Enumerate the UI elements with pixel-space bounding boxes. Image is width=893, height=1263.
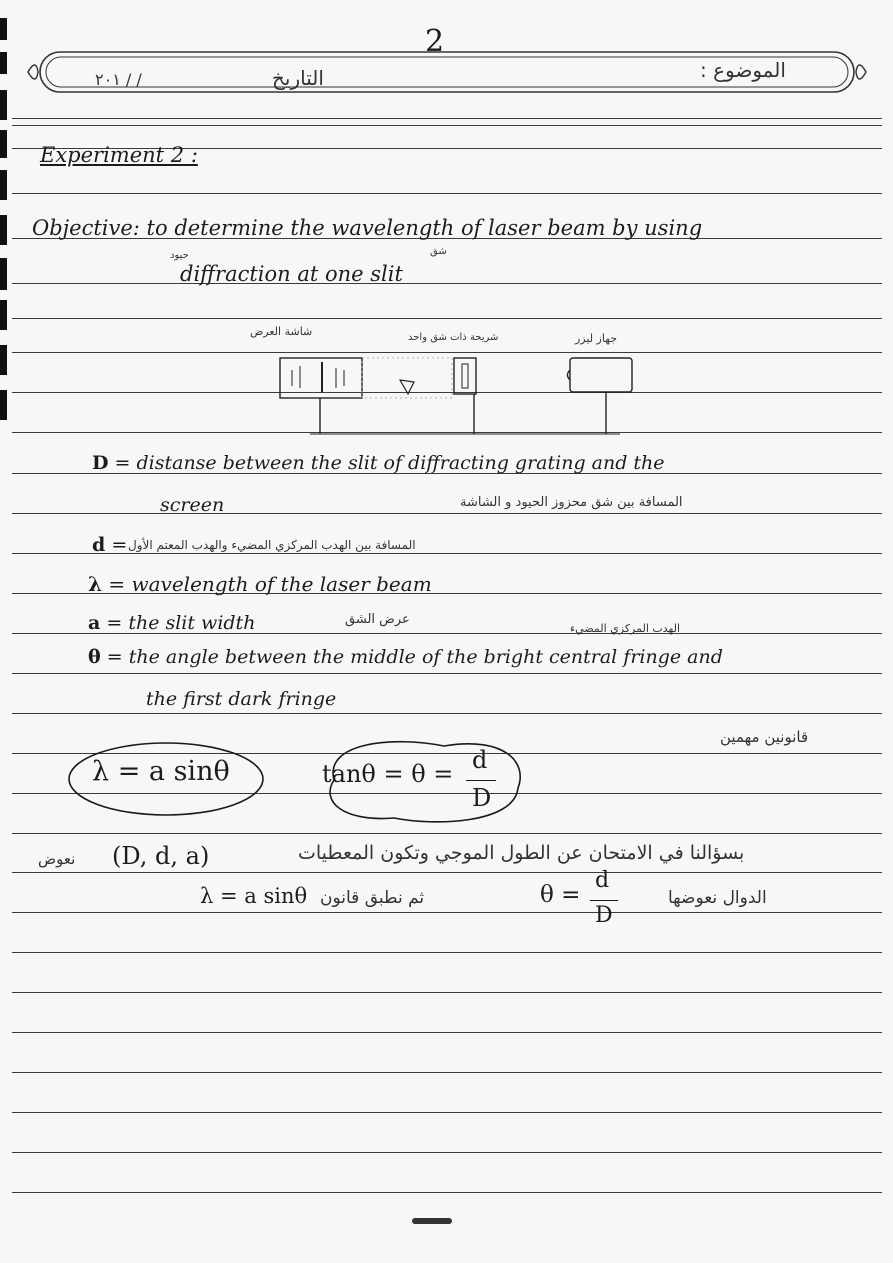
def-theta-note: الهدب المركزي المضيء: [570, 622, 680, 635]
objective-note-1: حيود: [170, 250, 189, 261]
formula-1: λ = a sinθ: [92, 756, 230, 787]
ruled-line: [12, 513, 882, 514]
binding-mark: [0, 130, 7, 158]
def-symbol: d: [92, 534, 106, 556]
objective-line-2: diffraction at one slit: [180, 262, 403, 286]
question-line1-arabic: بسؤالنا في الامتحان عن الطول الموجي وتكون المعطيات: [298, 842, 745, 864]
question-line2-arabic-right: الدوال نعوضها: [668, 888, 767, 908]
binding-mark: [0, 90, 7, 120]
laws-label: قانونين مهمين: [720, 728, 809, 746]
ruled-line: [12, 1152, 882, 1153]
def-symbol: θ: [88, 646, 101, 668]
def-theta-line1: [88, 646, 723, 668]
binding-mark: [0, 390, 7, 420]
def-lambda-line: [88, 572, 432, 596]
ruled-line: [12, 193, 882, 194]
def-text: = the slit width: [106, 612, 256, 634]
question-line2-fraction-bar: [590, 900, 618, 901]
header-rule: [12, 118, 882, 119]
experiment-title: Experiment 2 :: [40, 143, 198, 167]
binding-mark: [0, 258, 7, 290]
def-symbol: λ: [88, 572, 103, 596]
ruled-line: [12, 952, 882, 953]
formula-2-left: tanθ = θ =: [322, 760, 454, 788]
experiment-diagram: [270, 352, 650, 437]
ruled-line: [12, 872, 882, 873]
ruled-line: [12, 318, 882, 319]
ruled-line: [12, 673, 882, 674]
def-d-arabic: المسافة بين الهدب المركزي المضيء والهدب المعتم الأول: [128, 538, 416, 552]
def-symbol: D: [92, 452, 109, 474]
binding-mark: [0, 18, 7, 40]
question-line1-vars: (D, d, a): [112, 842, 210, 870]
diagram-label-screen: شاشة العرض: [250, 325, 313, 338]
def-D-line1: [92, 452, 665, 474]
objective-note-2: شق: [430, 246, 447, 257]
objective-line-1: Objective: to determine the wavelength of laser beam by using: [32, 216, 703, 240]
formula-2-fraction-bar: [466, 780, 496, 781]
page-number: 2: [425, 24, 445, 59]
diagram-label-laser: جهاز ليزر: [575, 332, 618, 345]
ruled-line: [12, 1032, 882, 1033]
footer-mark: [412, 1218, 452, 1224]
ruled-line: [12, 713, 882, 714]
def-D-line2: screen: [160, 494, 225, 516]
def-text: = distanse between the slit of diffracting grating and the: [114, 452, 665, 474]
ruled-line: [12, 1112, 882, 1113]
header-rule: [12, 125, 882, 126]
ruled-line: [12, 833, 882, 834]
def-text: = wavelength of the laser beam: [108, 572, 432, 596]
def-a-line: [88, 612, 255, 634]
binding-mark: [0, 52, 7, 74]
def-text: = the angle between the middle of the bright central fringe and: [106, 646, 723, 668]
ruled-line: [12, 1192, 882, 1193]
def-symbol: a: [88, 612, 101, 634]
formula-2-numerator: d: [472, 746, 488, 774]
def-D-arabic: المسافة بين شق محزوز الحيود و الشاشة: [460, 495, 683, 510]
def-text: =: [111, 534, 128, 556]
question-line2-denominator: D: [595, 903, 613, 928]
ruled-line: [12, 992, 882, 993]
def-theta-line2: the first dark fringe: [146, 688, 337, 710]
question-line2-theta: θ =: [540, 882, 581, 908]
def-a-arabic: عرض الشق: [345, 612, 410, 627]
question-line2-numerator: d: [595, 868, 610, 893]
ruled-line: [12, 1072, 882, 1073]
question-line2-arabic-mid: ثم نطبق قانون: [320, 888, 425, 908]
binding-mark: [0, 300, 7, 330]
binding-mark: [0, 345, 7, 375]
date-label: التاريخ: [272, 66, 324, 90]
subject-label: الموضوع :: [700, 58, 786, 82]
question-line2-formula: λ = a sinθ: [200, 884, 308, 908]
date-pattern: ٢٠١ / /: [95, 70, 142, 89]
binding-mark: [0, 215, 7, 245]
def-d-line: [92, 534, 127, 556]
ruled-line: [12, 283, 882, 284]
ruled-line: [12, 553, 882, 554]
ruled-line: [12, 912, 882, 913]
question-line1-end: نعوض: [38, 850, 76, 868]
binding-mark: [0, 170, 7, 200]
diagram-label-slit: شريحة ذات شق واحد: [408, 332, 499, 343]
formula-2-denominator: D: [472, 784, 492, 812]
